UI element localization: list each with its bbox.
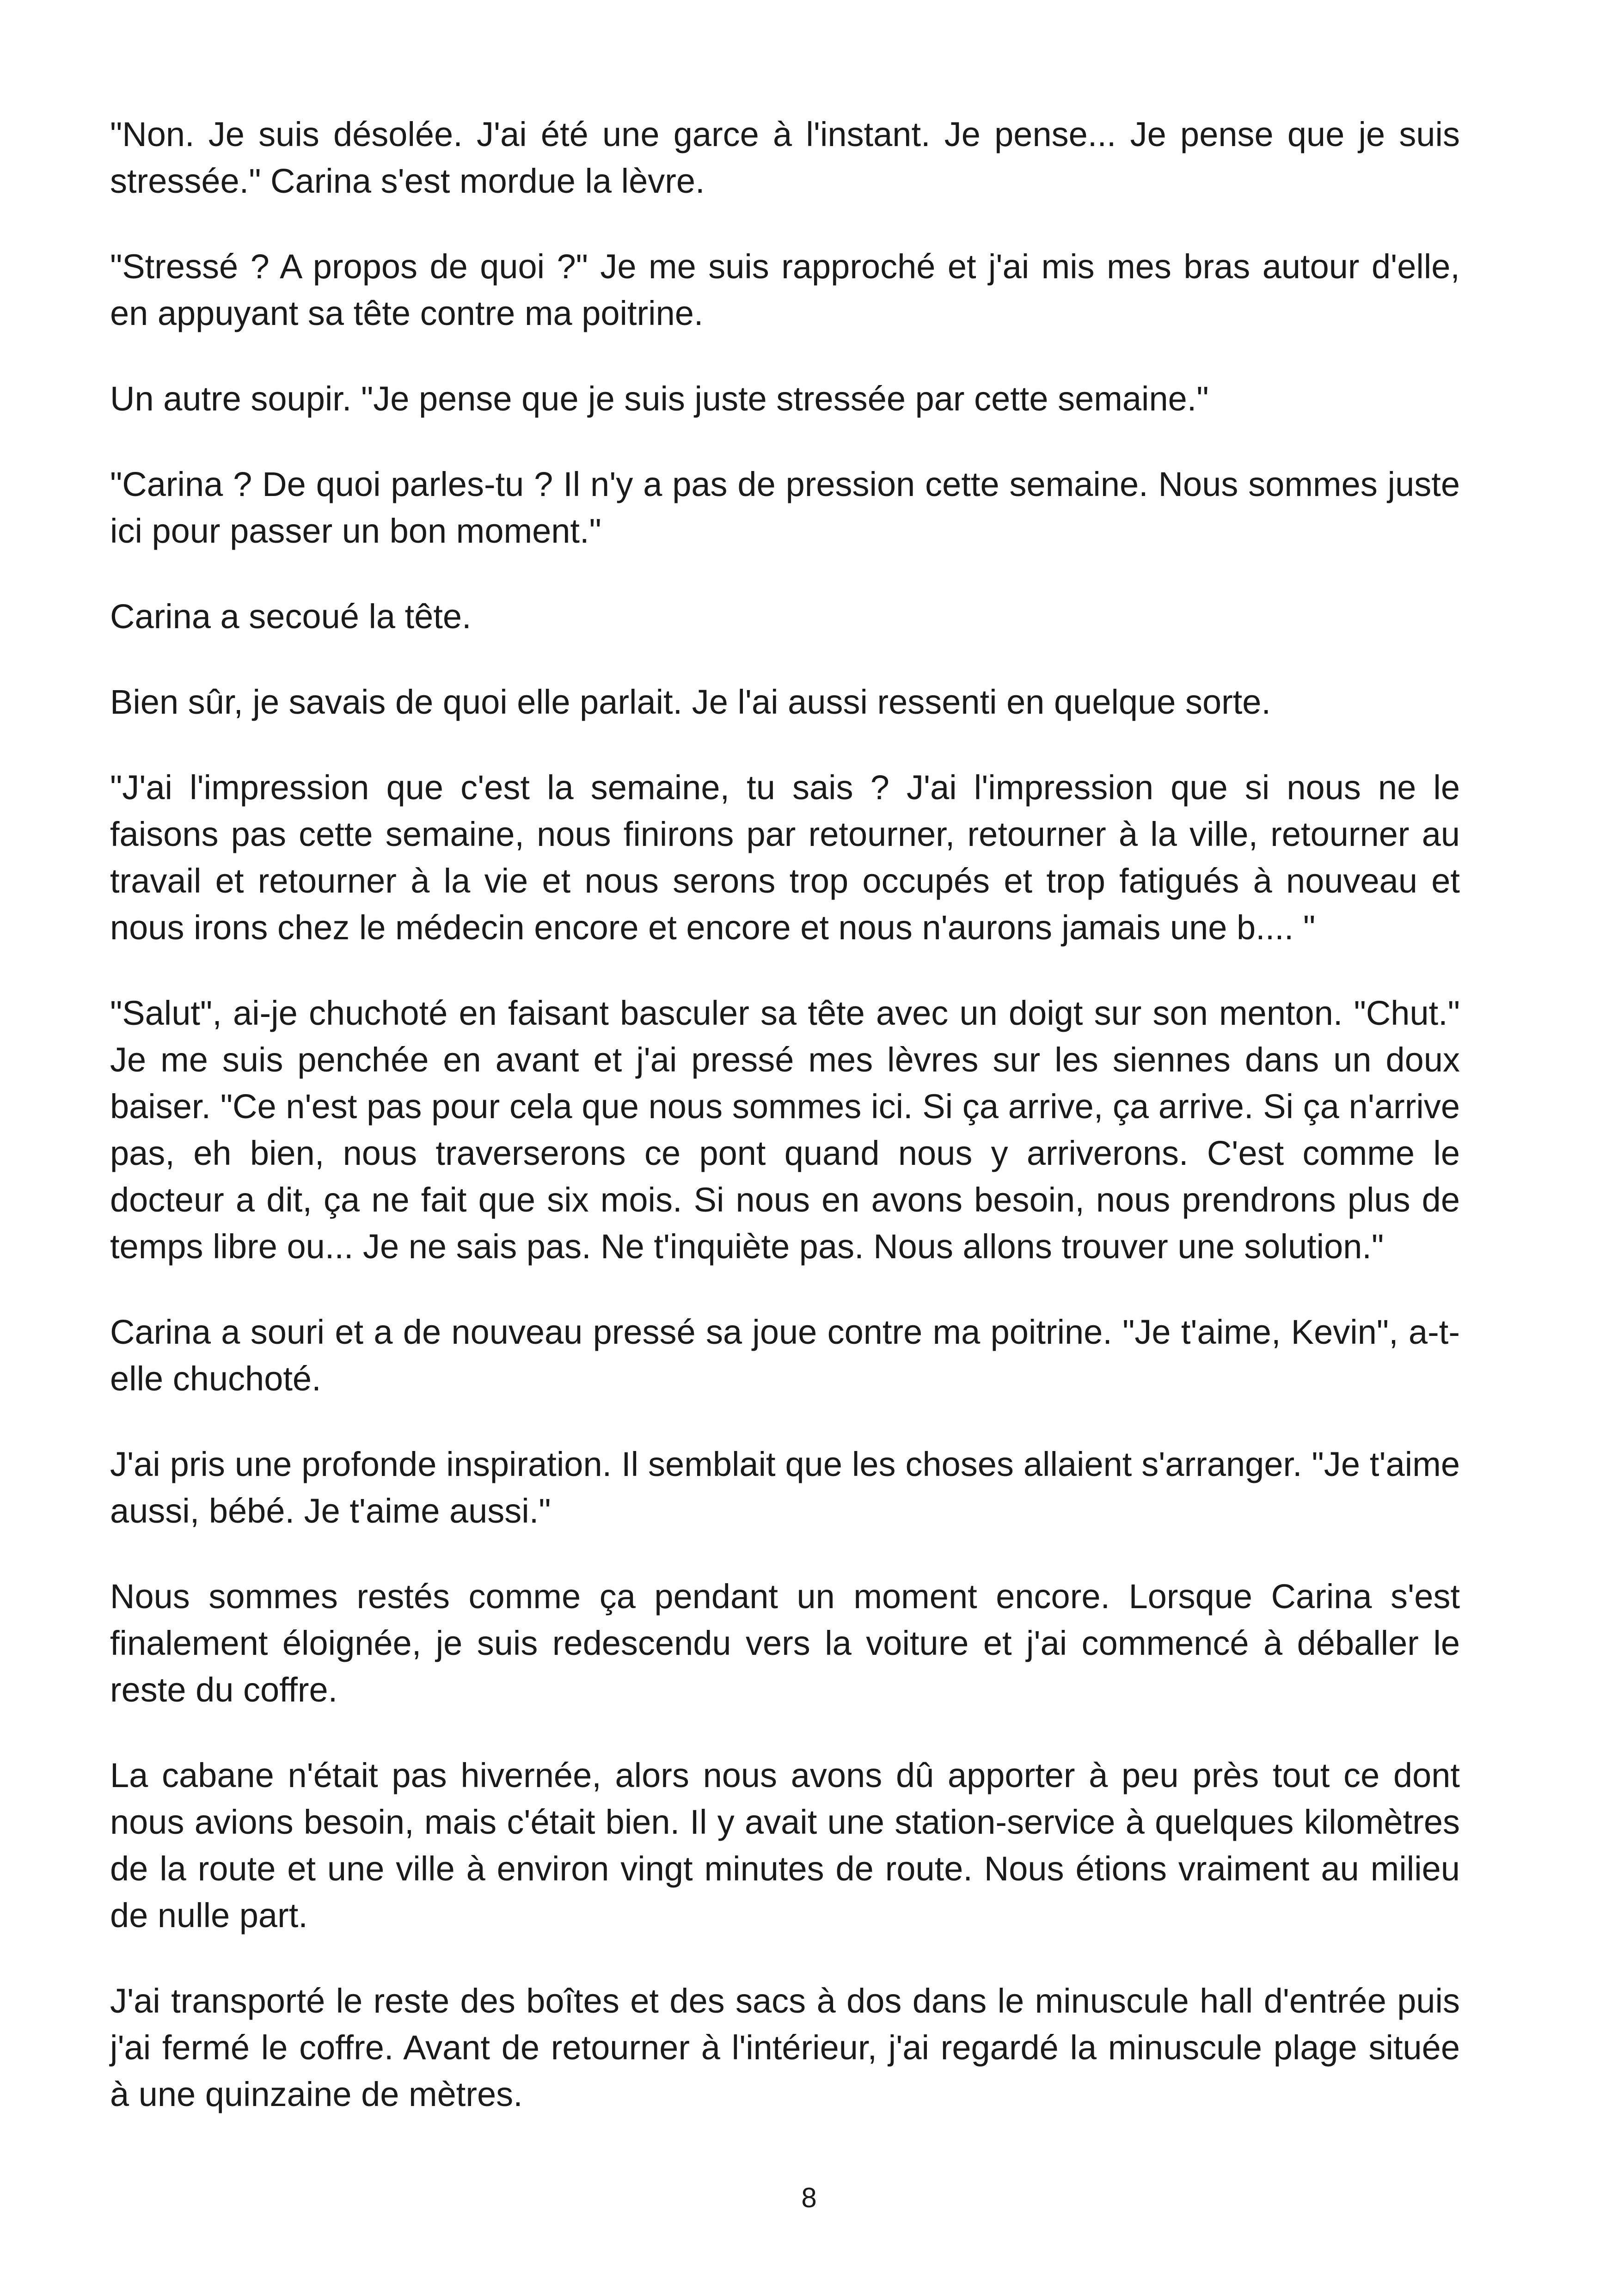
paragraph-3: Un autre soupir. "Je pense que je suis juste stressée par cette semaine." — [110, 380, 1209, 418]
paragraph-9: Carina a souri et a de nouveau pressé sa joue contre ma poitrine. "Je t'aime, Kevin", a-t-elle chuchoté. — [110, 1313, 1460, 1398]
document-page — [110, 111, 1460, 2156]
paragraph-8: "Salut", ai-je chuchoté en faisant basculer sa tête avec un doigt sur son menton. "Chut." Je me suis penchée en avant et j'ai pressé mes lèvres sur les siennes dans un doux baiser. "Ce n'est pas pour cela que nous sommes ici. Si ça arrive, ça arrive. Si ça n'arrive pas, eh bien, nous traverserons ce pont quand nous y arriverons. C'est comme le docteur a dit, ça ne fait que six mois. Si nous en avons besoin, nous prendrons plus de temps libre ou... Je ne sais pas. Ne t'inquiète pas. Nous allons trouver une solution." — [110, 994, 1460, 1266]
paragraph-5: Carina a secoué la tête. — [110, 597, 472, 636]
paragraph-1: "Non. Je suis désolée. J'ai été une garce à l'instant. Je pense... Je pense que je suis stressée." Carina s'est mordue la lèvre. — [110, 115, 1460, 200]
paragraph-10: J'ai pris une profonde inspiration. Il semblait que les choses allaient s'arranger. "Je t'aime aussi, bébé. Je t'aime aussi." — [110, 1445, 1460, 1530]
paragraph-12: La cabane n'était pas hivernée, alors nous avons dû apporter à peu près tout ce dont nous avions besoin, mais c'était bien. Il y avait une station-service à quelques kilomètres de la route et une ville à environ vingt minutes de route. Nous étions vraiment au milieu de nulle part. — [110, 1756, 1460, 1935]
paragraph-13: J'ai transporté le reste des boîtes et des sacs à dos dans le minuscule hall d'entrée puis j'ai fermé le coffre. Avant de retourner à l'intérieur, j'ai regardé la minuscule plage située à une quinzaine de mètres. — [110, 1982, 1460, 2113]
paragraph-11: Nous sommes restés comme ça pendant un moment encore. Lorsque Carina s'est finalement éloignée, je suis redescendu vers la voiture et j'ai commencé à déballer le reste du coffre. — [110, 1577, 1460, 1709]
paragraph-4: "Carina ? De quoi parles-tu ? Il n'y a pas de pression cette semaine. Nous sommes juste ici pour passer un bon moment." — [110, 465, 1460, 550]
paragraph-7: "J'ai l'impression que c'est la semaine, tu sais ? J'ai l'impression que si nous ne le faisons pas cette semaine, nous finirons par retourner, retourner à la ville, retourner au travail et retourner à la vie et nous serons trop occupés et trop fatigués à nouveau et nous irons chez le médecin encore et encore et nous n'aurons jamais une b.... " — [110, 768, 1460, 947]
paragraph-6: Bien sûr, je savais de quoi elle parlait. Je l'ai aussi ressenti en quelque sorte. — [110, 683, 1271, 721]
page-number: 8 — [801, 2182, 817, 2213]
paragraph-2: "Stressé ? A propos de quoi ?" Je me suis rapproché et j'ai mis mes bras autour d'elle, en appuyant sa tête contre ma poitrine. — [110, 247, 1460, 332]
